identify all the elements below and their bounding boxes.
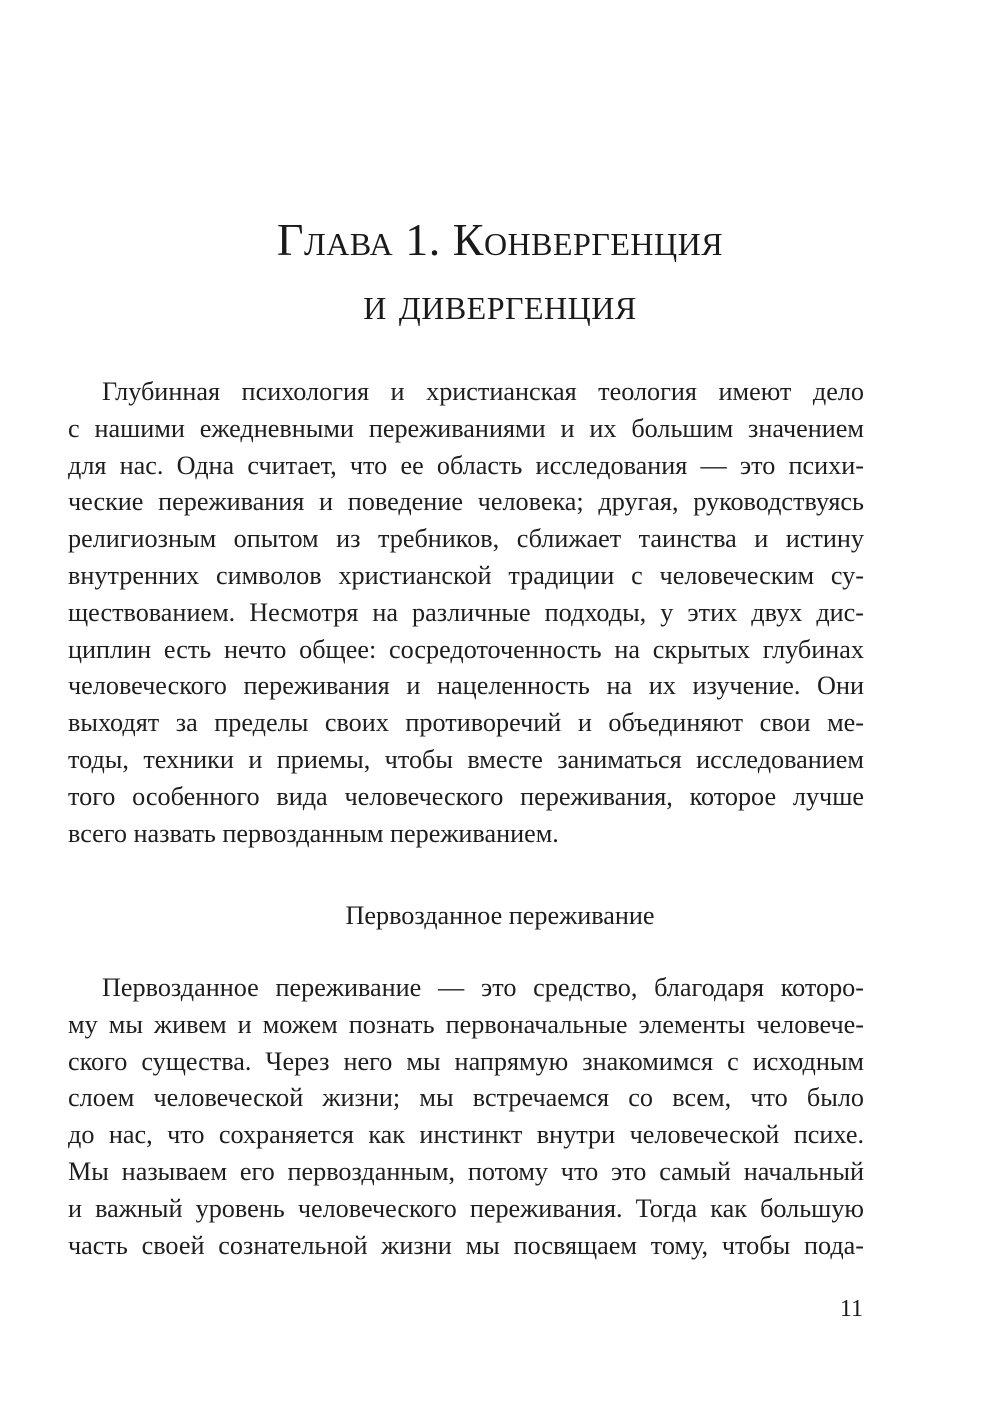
text-line: часть своей сознательной жизни мы посвящаем тому, чтобы пода- [68,1230,864,1260]
text-line: для нас. Одна считает, что ее область исследования — это психи- [68,450,864,480]
text-line: му мы живем и можем познать первоначальные элементы человече- [68,1009,864,1039]
text-line: ского существа. Через него мы напрямую знакомимся с исходным [68,1046,864,1076]
chapter-title-line-2: и дивергенция [363,278,637,329]
text-line: религиозным опытом из требников, сближает таинства и истину [68,524,864,554]
chapter-title [0,208,1000,336]
text-line: ческие переживания и поведение человека; другая, руководствуясь [68,487,864,517]
text-line: до нас, что сохраняется как инстинкт внутри человеческой психе. [68,1120,864,1150]
text-line: всего назвать первозданным переживанием. [68,818,559,848]
text-line: Глубинная психология и христианская теология имеют дело [102,377,864,406]
section-heading: Первозданное переживание [345,901,655,930]
text-line: внутренних символов христианской традиции с человеческим су- [68,560,864,590]
text-line: с нашими ежедневными переживаниями и их большим значением [68,413,864,443]
text-line: Мы называем его первозданным, потому что это самый начальный [68,1156,864,1186]
text-line: выходят за пределы своих противоречий и объединяют свои ме- [68,708,864,738]
text-line: циплин есть нечто общее: сосредоточенность на скрытых глубинах [68,634,864,664]
paragraph-2 [68,970,864,1264]
text-line: Первозданное переживание — это средство, благодаря которо- [102,973,864,1002]
text-line: и важный уровень человеческого переживания. Тогда как большую [68,1193,864,1223]
chapter-title-line-1: Глава 1. Конвергенция [276,214,724,265]
page-number: 11 [839,1296,863,1322]
paragraph-1 [68,374,864,852]
text-line: того особенного вида человеческого переживания, которое лучше [68,781,864,811]
text-line: человеческого переживания и нацеленность на их изучение. Они [68,671,864,701]
text-line: ществованием. Несмотря на различные подходы, у этих двух дис- [68,597,864,627]
text-line: тоды, техники и приемы, чтобы вместе заниматься исследованием [68,744,864,774]
text-line: слоем человеческой жизни; мы встречаемся со всем, что было [68,1083,864,1113]
